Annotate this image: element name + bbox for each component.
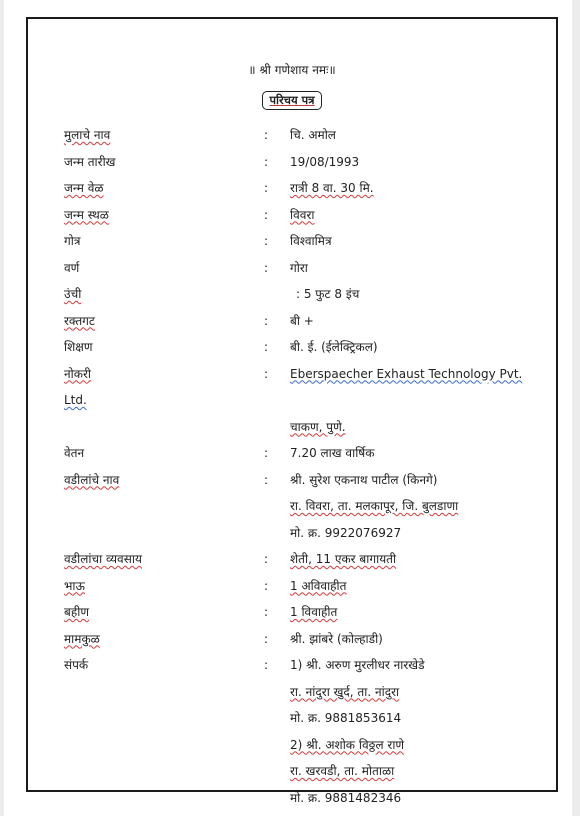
field-label: वडीलांचा व्यवसाय — [64, 552, 142, 566]
field-separator: : — [264, 552, 269, 566]
field-label: जन्म तारीख — [64, 154, 116, 169]
field-label: मामकुळ — [64, 631, 100, 646]
field-separator: : — [264, 181, 269, 195]
field-separator: : — [264, 446, 269, 460]
document-title-badge: परिचय पत्र — [262, 91, 321, 110]
field-value: रा. विवरा, ता. मलकापूर, जि. बुलडाणा — [290, 499, 459, 513]
field-label: बहीण — [64, 605, 90, 619]
detail-row — [28, 207, 556, 234]
field-value: 1 अविवाहीत — [290, 578, 347, 593]
field-label: संपर्क — [64, 658, 89, 672]
field-value: श्री. झांबरे (कोल्हाडी) — [290, 631, 383, 646]
detail-row — [28, 154, 556, 181]
profile-details — [28, 127, 556, 816]
field-value: शेती, 11 एकर बागायती — [290, 552, 397, 566]
field-label: नोकरी — [64, 366, 92, 381]
field-label: Ltd. — [64, 393, 87, 407]
detail-row — [28, 392, 556, 419]
field-separator: : — [264, 128, 269, 142]
detail-row — [28, 737, 556, 764]
detail-row — [28, 233, 556, 260]
invocation-header: ॥ श्री गणेशाय नमः॥ — [248, 63, 336, 77]
field-separator: : — [264, 234, 269, 248]
detail-row — [28, 631, 556, 658]
field-value: रा. नांदुरा खुर्द, ता. नांदुरा — [290, 684, 400, 699]
detail-row — [28, 684, 556, 711]
detail-row — [28, 127, 556, 154]
detail-row — [28, 472, 556, 499]
field-value: 19/08/1993 — [290, 154, 360, 169]
field-label: रक्तगट — [64, 313, 95, 328]
field-separator: : — [264, 154, 269, 169]
field-value: बी + — [290, 313, 314, 328]
field-separator: : — [264, 260, 269, 275]
detail-row — [28, 366, 556, 393]
field-separator: : — [264, 366, 269, 381]
document-page — [4, 0, 572, 816]
detail-row — [28, 763, 556, 790]
field-label: गोत्र — [64, 234, 81, 248]
field-value: रात्री 8 वा. 30 मि. — [290, 181, 374, 195]
field-value: श्री. सुरेश एकनाथ पाटील (किनगे) — [290, 472, 438, 487]
detail-row — [28, 498, 556, 525]
detail-row — [28, 604, 556, 631]
field-value: रा. खरवडी, ता. मोताळा — [290, 764, 395, 778]
field-label: वेतन — [64, 446, 85, 460]
field-label: जन्म वेळ — [64, 181, 104, 195]
field-value: Eberspaecher Exhaust Technology Pvt. — [290, 366, 523, 381]
detail-row — [28, 339, 556, 366]
detail-row — [28, 180, 556, 207]
field-separator: : — [264, 605, 269, 619]
field-value: चि. अमोल — [290, 128, 336, 142]
detail-row — [28, 657, 556, 684]
detail-row — [28, 419, 556, 446]
field-label: वर्ण — [64, 260, 80, 275]
field-value: : 5 फुट 8 इंच — [296, 287, 360, 301]
field-value: चाकण, पुणे. — [290, 419, 346, 434]
field-value: मो. क्र. 9881853614 — [290, 711, 402, 725]
detail-row — [28, 313, 556, 340]
field-value: 1 विवाहीत — [290, 605, 338, 619]
detail-row — [28, 551, 556, 578]
detail-row — [28, 578, 556, 605]
detail-row — [28, 710, 556, 737]
field-value: मो. क्र. 9881482346 — [290, 790, 402, 805]
field-value: 2) श्री. अशोक विठ्ठल राणे — [290, 737, 405, 752]
page-border — [26, 17, 558, 805]
field-separator: : — [264, 313, 269, 328]
field-label: भाऊ — [64, 578, 85, 593]
field-label: मुलाचे नाव — [64, 128, 111, 142]
field-value: 7.20 लाख वार्षिक — [290, 446, 375, 460]
field-separator: : — [264, 207, 269, 222]
field-value: बी. ई. (ईलेक्ट्रिकल) — [290, 340, 378, 354]
detail-row — [28, 790, 556, 816]
detail-row — [28, 260, 556, 287]
field-separator: : — [264, 340, 269, 354]
field-label: शिक्षण — [64, 340, 93, 354]
field-separator: : — [264, 631, 269, 646]
field-label: वडीलांचे नाव — [64, 472, 120, 487]
field-separator: : — [264, 472, 269, 487]
field-label: उंची — [64, 287, 82, 301]
field-value: 1) श्री. अरुण मुरलीधर नारखेडे — [290, 658, 425, 672]
field-value: गोरा — [290, 260, 308, 275]
field-value: विवरा — [290, 207, 315, 222]
field-label: जन्म स्थळ — [64, 207, 109, 222]
detail-row — [28, 286, 556, 313]
field-separator: : — [264, 658, 269, 672]
field-value: मो. क्र. 9922076927 — [290, 525, 402, 540]
detail-row — [28, 525, 556, 552]
detail-row — [28, 445, 556, 472]
field-separator: : — [264, 578, 269, 593]
field-value: विश्वामित्र — [290, 234, 332, 248]
